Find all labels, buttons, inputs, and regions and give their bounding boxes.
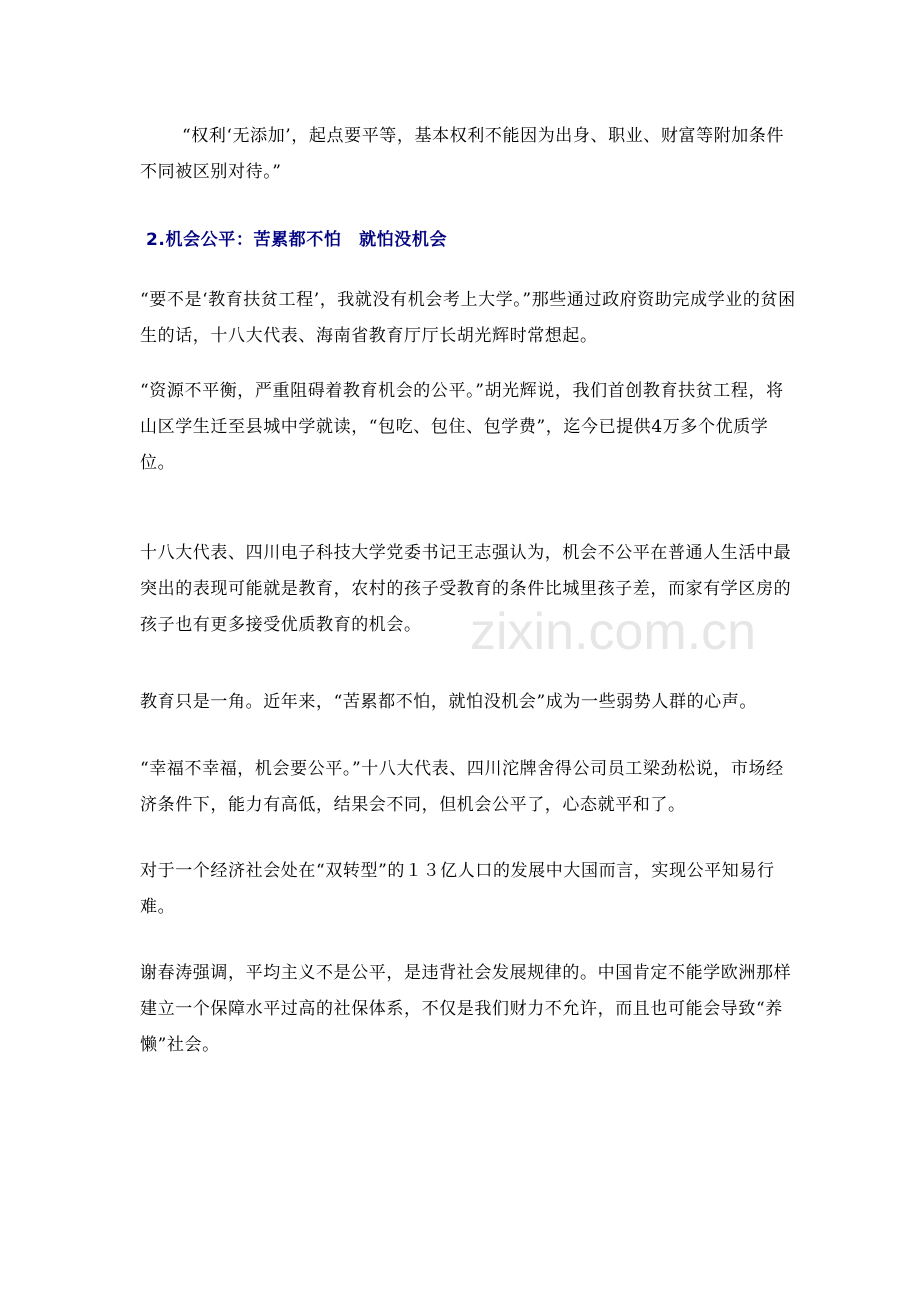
paragraph-education-poverty-project: “要不是‘教育扶贫工程’，我就没有机会考上大学。”那些通过政府资助完成学业的贫困生的话，十八大代表、海南省教育厅厅长胡光辉时常想起。 xyxy=(140,290,796,346)
paragraph-resource-imbalance: “资源不平衡，严重阻碍着教育机会的公平。”胡光辉说，我们首创教育扶贫工程，将山区学生迁至县城中学就读，“包吃、包住、包学费”，迄今已提供4万多个优质学位。 xyxy=(140,381,784,473)
paragraph-liang-jinsong: “幸福不幸福，机会要公平。”十八大代表、四川沱牌舍得公司员工梁劲松说，市场经济条件下，能力有高低，结果会不同，但机会公平了，心态就平和了。 xyxy=(140,759,784,815)
site-watermark: zixin.com.cn xyxy=(470,603,757,661)
paragraph-wang-zhiqiang: 十八大代表、四川电子科技大学党委书记王志强认为，机会不公平在普通人生活中最突出的表现可能就是教育，农村的孩子受教育的条件比城里孩子差，而家有学区房的孩子也有更多接受优质教育的机会。 xyxy=(140,543,792,635)
paragraph-double-transformation: 对于一个经济社会处在“双转型”的１３亿人口的发展中大国而言，实现公平知易行难。 xyxy=(140,861,775,917)
paragraph-rights-quote: “权利‘无添加’，起点要平等，基本权利不能因为出身、职业、财富等附加条件不同被区别对待。” xyxy=(140,126,785,182)
paragraph-education-one-corner: 教育只是一角。近年来，“苦累都不怕，就怕没机会”成为一些弱势人群的心声。 xyxy=(140,692,757,712)
section-heading-opportunity-fairness: 2.机会公平：苦累都不怕 就怕没机会 xyxy=(146,230,448,250)
paragraph-xie-chuntao: 谢春涛强调，平均主义不是公平，是违背社会发展规律的。中国肯定不能学欧洲那样建立一个保障水平过高的社保体系，不仅是我们财力不允许，而且也可能会导致“养懒”社会。 xyxy=(140,963,792,1055)
